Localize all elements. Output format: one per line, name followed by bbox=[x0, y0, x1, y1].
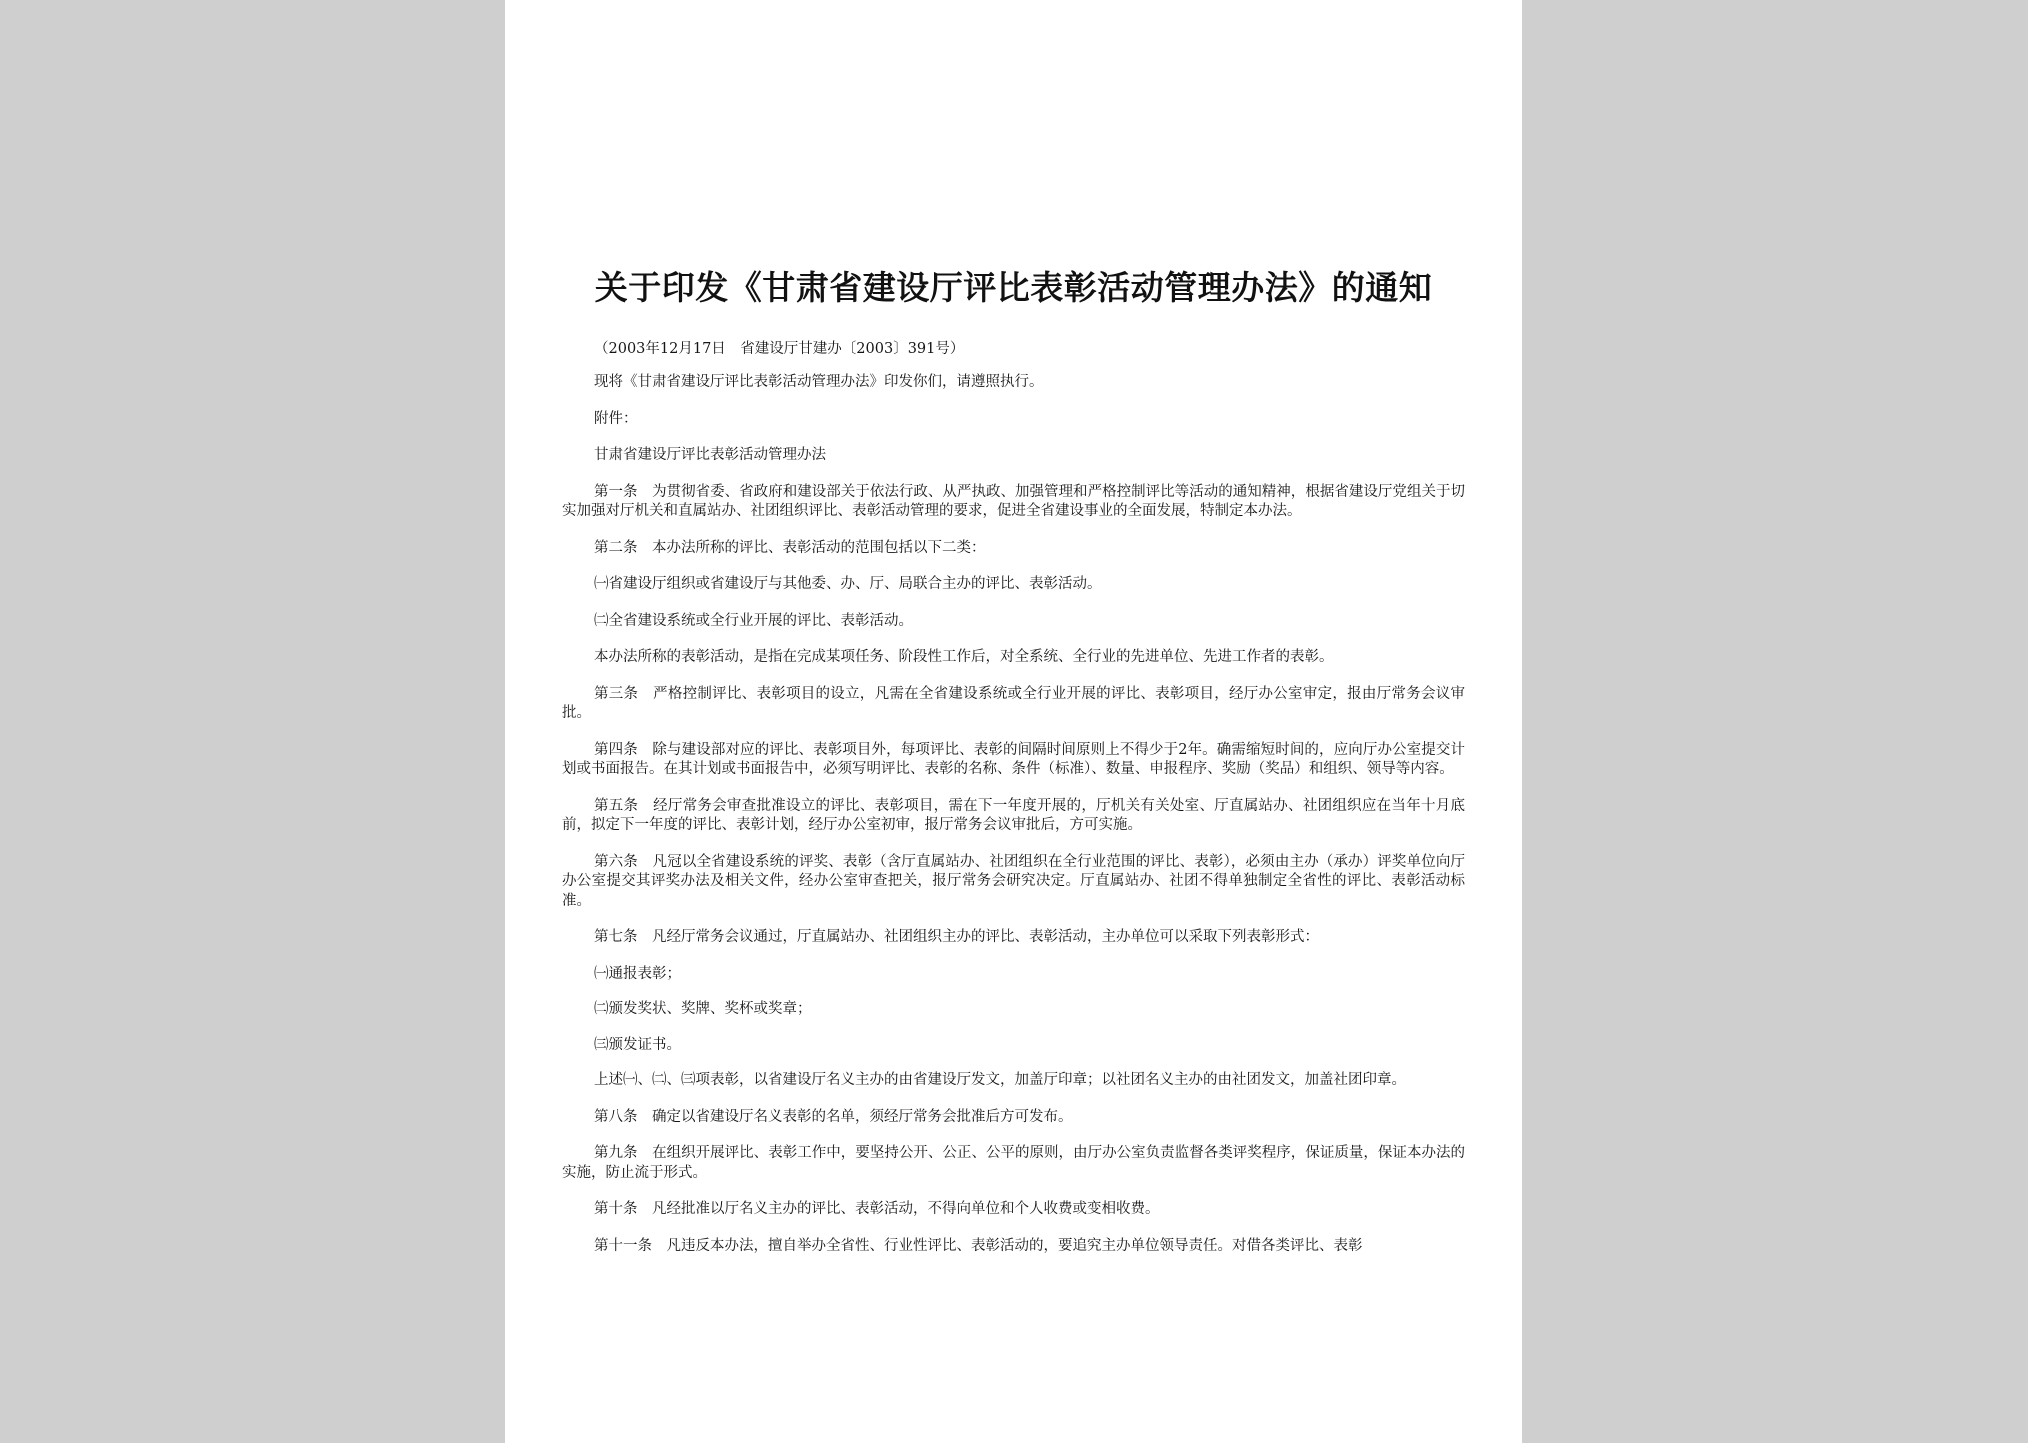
document-issue-info: （2003年12月17日 省建设厅甘建办〔2003〕391号） bbox=[594, 341, 965, 357]
paragraph-article-11: 第十一条 凡违反本办法，擅自举办全省性、行业性评比、表彰活动的，要追究主办单位领导责任。对借各类评比、表彰 bbox=[594, 1237, 1363, 1254]
paragraph-attachment-title: 甘肃省建设厅评比表彰活动管理办法 bbox=[594, 447, 826, 463]
paragraph-article-2-item-1: ㈠省建设厅组织或省建设厅与其他委、办、厅、局联合主办的评比、表彰活动。 bbox=[594, 576, 1102, 592]
paragraph-article-2: 第二条 本办法所称的评比、表彰活动的范围包括以下二类： bbox=[594, 539, 986, 556]
paragraph-definition: 本办法所称的表彰活动，是指在完成某项任务、阶段性工作后，对全系统、全行业的先进单位、先进工作者的表彰。 bbox=[594, 649, 1334, 665]
document-page bbox=[505, 0, 1522, 1443]
paragraph-article-7: 第七条 凡经厅常务会议通过，厅直属站办、社团组织主办的评比、表彰活动，主办单位可以采取下列表彰形式： bbox=[594, 929, 1319, 945]
paragraph-article-2-item-2: ㈡全省建设系统或全行业开展的评比、表彰活动。 bbox=[594, 612, 913, 629]
paragraph-article-10: 第十条 凡经批准以厅名义主办的评比、表彰活动，不得向单位和个人收费或变相收费。 bbox=[594, 1201, 1160, 1217]
paragraph-attachment-label: 附件： bbox=[594, 410, 638, 427]
paragraph-article-4: 第四条 除与建设部对应的评比、表彰项目外，每项评比、表彰的间隔时间原则上不得少于2年。确需缩短时间的，应向厅办公室提交计划或书面报告。在其计划或书面报告中，必须写明评比、表彰的名称、条件（标准）、数量、申报程序、奖励（奖品）和组织、领导等内容。 bbox=[562, 741, 1465, 777]
paragraph-article-1: 第一条 为贯彻省委、省政府和建设部关于依法行政、从严执政、加强管理和严格控制评比等活动的通知精神，根据省建设厅党组关于切实加强对厅机关和直属站办、社团组织评比、表彰活动管理的要求，促进全省建设事业的全面发展，特制定本办法。 bbox=[562, 483, 1465, 519]
paragraph-article-3: 第三条 严格控制评比、表彰项目的设立，凡需在全省建设系统或全行业开展的评比、表彰项目，经厅办公室审定，报由厅常务会议审批。 bbox=[562, 685, 1465, 721]
paragraph-article-7-item-3: ㈢颁发证书。 bbox=[594, 1036, 681, 1053]
document-title: 关于印发《甘肃省建设厅评比表彰活动管理办法》的通知 bbox=[594, 268, 1433, 307]
paragraph-notice: 现将《甘肃省建设厅评比表彰活动管理办法》印发你们，请遵照执行。 bbox=[594, 374, 1044, 390]
paragraph-article-6: 第六条 凡冠以全省建设系统的评奖、表彰（含厅直属站办、社团组织在全行业范围的评比、表彰），必须由主办（承办）评奖单位向厅办公室提交其评奖办法及相关文件，经办公室审查把关，报厅常务会研究决定。厅直属站办、社团不得单独制定全省性的评比、表彰活动标准。 bbox=[562, 853, 1465, 909]
document-body bbox=[562, 373, 1465, 1256]
paragraph-article-8: 第八条 确定以省建设厅名义表彰的名单，须经厅常务会批准后方可发布。 bbox=[594, 1108, 1073, 1125]
paragraph-article-7-item-1: ㈠通报表彰； bbox=[594, 965, 681, 982]
paragraph-seal-rules: 上述㈠、㈡、㈢项表彰，以省建设厅名义主办的由省建设厅发文，加盖厅印章；以社团名义主办的由社团发文，加盖社团印章。 bbox=[594, 1072, 1406, 1088]
paragraph-article-9: 第九条 在组织开展评比、表彰工作中，要坚持公开、公正、公平的原则，由厅办公室负责监督各类评奖程序，保证质量，保证本办法的实施，防止流于形式。 bbox=[562, 1145, 1465, 1181]
paragraph-article-5: 第五条 经厅常务会审查批准设立的评比、表彰项目，需在下一年度开展的，厅机关有关处室、厅直属站办、社团组织应在当年十月底前，拟定下一年度的评比、表彰计划，经厅办公室初审，报厅常务会议审批后，方可实施。 bbox=[562, 797, 1465, 833]
paragraph-article-7-item-2: ㈡颁发奖状、奖牌、奖杯或奖章； bbox=[594, 1001, 812, 1017]
